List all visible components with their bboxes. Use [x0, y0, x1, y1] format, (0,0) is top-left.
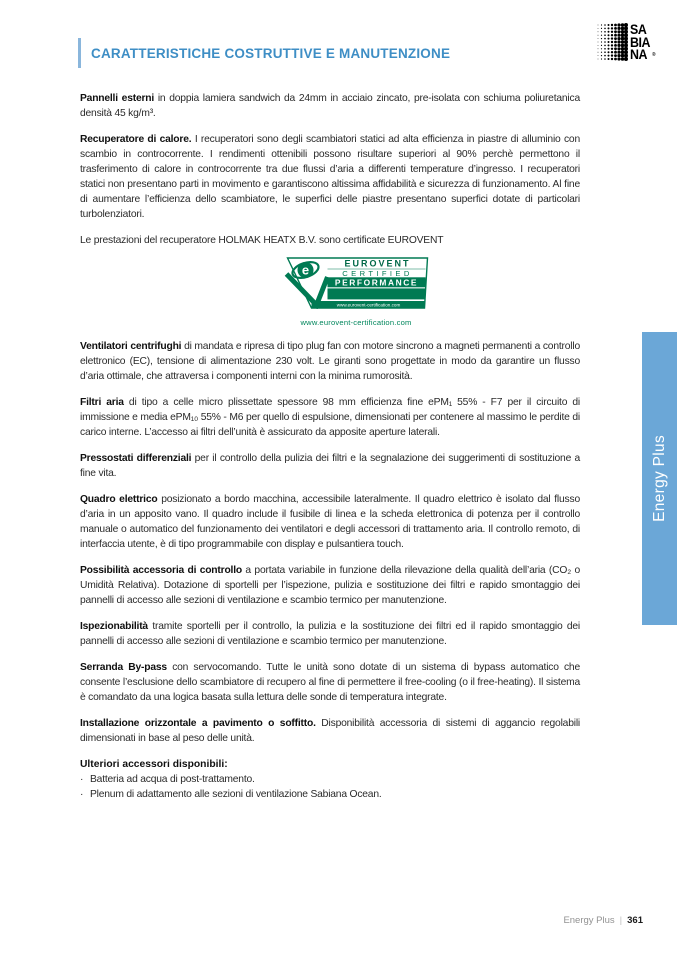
paragraph-certificazione [80, 233, 580, 248]
paragraph-text: con servocomando. Tutte le unità sono dotate di un sistema di bypass automatico che consente l’esclusione dello scambiatore di recupero al fine di permettere il free-cooling (o il free-heating). Il sistema è comandato da una logica basata sulla lettura delle sonde di temperatura integrate. [80, 662, 580, 703]
paragraph-text: tramite sportelli per il controllo, la pulizia e la sostituzione dei filtri ed il rapido smontaggio dei pannelli di accesso alle sezioni di ventilazione e scambio termico per manutenzione. [80, 621, 580, 647]
badge-line-eurovent: EUROVENT [344, 258, 411, 269]
brand-line-2: BIA [630, 34, 651, 50]
halftone-pattern-icon [596, 23, 629, 62]
paragraph-text: I recuperatori sono degli scambiatori statici ad alta efficienza in piastre di alluminio con scambio in controcorrente. I rendimenti ottenibili possono risultare superiori al 90% perchè permettono il trasferimento di calore in controcorrente tra due flussi d’aria a differenti temperature d’ingresso. I recuperatori statici non presentano parti in movimento e garantiscono altissima affidabilità e sicurezza di funzionamento. Al fine di aumentare l’efficienza dello scambiatore, le superfici delle piastre presentano superfici dotate di particolari turbolenziatori. [80, 134, 580, 220]
paragraph-lead: Pressostati differenziali [80, 453, 192, 464]
paragraph-text: per il controllo della pulizia dei filtri e la segnalazione dei suggerimenti di sostituzione a fine vita. [80, 453, 580, 479]
footer-page-number: 361 [627, 915, 643, 926]
paragraph-lead: Possibilità accessoria di controllo [80, 565, 242, 576]
list-item [80, 772, 580, 787]
eurovent-logo-icon [283, 257, 429, 309]
paragraph-text: Le prestazioni del recuperatore HOLMAK HEATX B.V. sono certificate EUROVENT [80, 235, 444, 246]
paragraph-lead: Filtri aria [80, 397, 124, 408]
title-accent-bar [78, 38, 81, 68]
list-item [80, 787, 580, 802]
brand-wordmark [630, 22, 656, 63]
side-tab-label: Energy Plus [650, 435, 668, 522]
brand-line-1: SA [630, 22, 647, 37]
accessories-heading: Ulteriori accessori disponibili: [80, 759, 228, 770]
footer-separator: | [619, 915, 623, 926]
paragraph-quadro-elettrico [80, 492, 580, 552]
paragraph-possibilita-controllo [80, 563, 580, 608]
paragraph-lead: Recuperatore di calore. [80, 134, 192, 145]
eurovent-badge [283, 257, 429, 327]
footer-book-title: Energy Plus [563, 915, 615, 926]
e-mark-glyph: e [301, 262, 310, 278]
paragraph-text: in doppia lamiera sandwich da 24mm in acciaio zincato, pre-isolata con schiuma poliuretanica densità 45 kg/m³. [80, 93, 580, 119]
paragraph-lead: Ispezionabilità [80, 621, 148, 632]
paragraph-pannelli [80, 91, 580, 121]
paragraph-lead: Quadro elettrico [80, 494, 158, 505]
paragraph-ispezionabilita [80, 619, 580, 649]
paragraph-filtri [80, 395, 580, 440]
paragraph-text: di tipo a celle micro plissettate spessore 98 mm efficienza fine ePM₁ 55% - F7 per il circuito di immissione e media ePM₁₀ 55% - M6 per quello di espulsione, dimensionati per contenere al massimo le perdite di carico interne. L’accesso ai filtri dell’unità è assicurato da apposite aperture laterali. [80, 397, 580, 438]
paragraph-serranda-bypass [80, 660, 580, 705]
badge-line-certified: CERTIFIED [342, 268, 413, 278]
paragraph-installazione [80, 716, 580, 746]
section-header [78, 38, 450, 68]
paragraph-recuperatore [80, 132, 580, 222]
paragraph-lead: Pannelli esterni [80, 93, 155, 104]
registered-mark: ® [652, 52, 656, 58]
eurovent-url: www.eurovent-certification.com [300, 318, 412, 327]
badge-url-bar: www.eurovent-certification.com [336, 302, 401, 308]
bullet-icon: · [80, 774, 84, 785]
paragraph-text: a portata variabile in funzione della rilevazione della qualità dell’aria (CO₂ o Umidità Relativa). Dotazione di sportelli per l’ispezione, pulizia e sostituzione dei filtri e rapido smontaggio dei pannelli di accesso alle sezioni di ventilazione e scambio termico per manutenzione. [80, 565, 580, 606]
bullet-icon: · [80, 789, 84, 800]
main-content [80, 91, 580, 802]
paragraph-ventilatori [80, 339, 580, 384]
brand-line-3: NA [630, 47, 648, 63]
list-item-text: Plenum di adattamento alle sezioni di ventilazione Sabiana Ocean. [90, 789, 382, 800]
page-footer [563, 915, 643, 926]
energy-plus-section-tab [642, 332, 677, 625]
list-item-text: Batteria ad acqua di post-trattamento. [90, 774, 255, 785]
badge-line-performance: PERFORMANCE [334, 277, 419, 288]
paragraph-text: Disponibilità accessoria di sistemi di aggancio regolabili dimensionati in base al peso delle unità. [80, 718, 580, 744]
paragraph-text: di mandata e ripresa di tipo plug fan con motore sincrono a magneti permanenti a controllo elettronico (EC), tensione di alimentazione 230 volt. Le giranti sono progettate in modo da garantire un flusso d’aria ottimale, che attraversa i componenti interni con la minima rumorosità. [80, 341, 580, 382]
paragraph-lead: Ventilatori centrifughi [80, 341, 182, 352]
paragraph-pressostati [80, 451, 580, 481]
sabiana-logo [596, 22, 656, 63]
page-title: CARATTERISTICHE COSTRUTTIVE E MANUTENZIONE [91, 45, 451, 61]
paragraph-text: posizionato a bordo macchina, accessibile lateralmente. Il quadro elettrico è isolato dal flusso d’aria in un apposito vano. Il quadro include il fusibile di linea e la scheda elettronica di potenza per il controllo manuale o automatico del funzionamento dei ventilatori e degli accessori di trattamento aria. Il controllo remoto, di interfaccia utente, è di tipo programmabile con display e pulsantiera touch. [80, 494, 580, 550]
paragraph-lead: Installazione orizzontale a pavimento o soffitto. [80, 718, 316, 729]
paragraph-lead: Serranda By-pass [80, 662, 167, 673]
